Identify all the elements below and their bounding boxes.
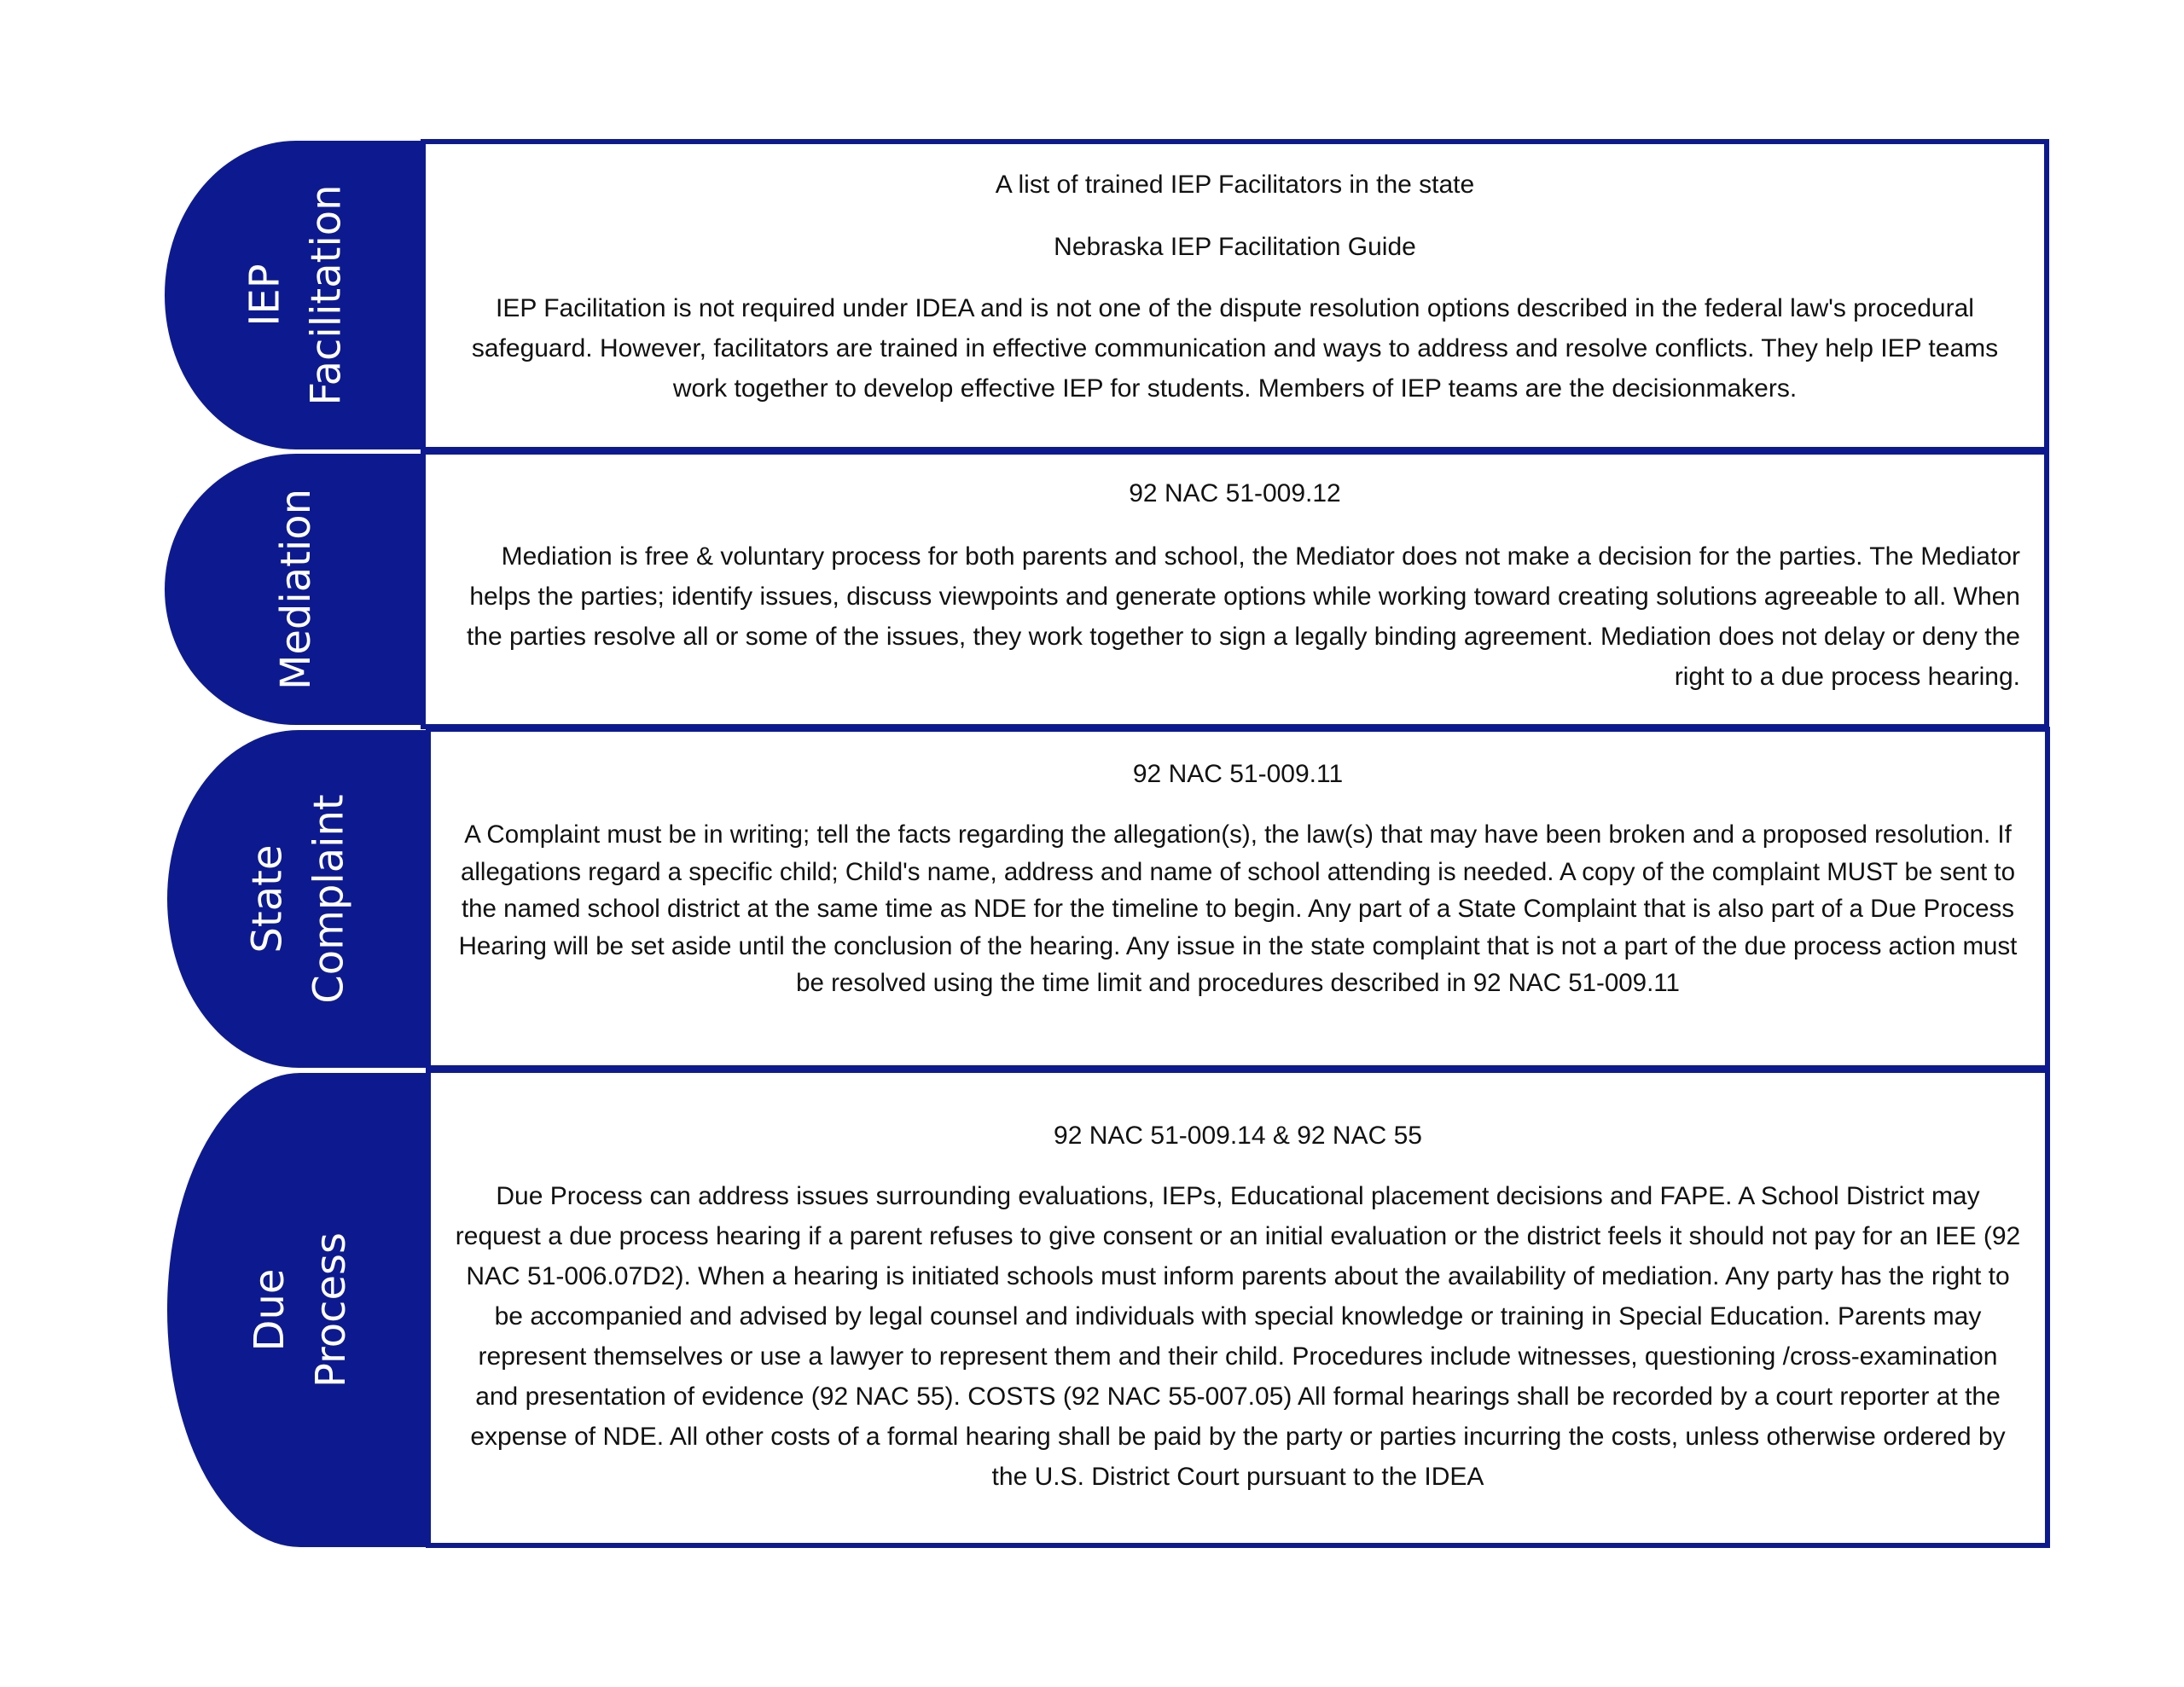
- tab-label-line: Mediation: [271, 488, 320, 691]
- tab-label-line: IEP: [241, 264, 289, 327]
- tab-label: [265, 489, 327, 690]
- section-reference: 92 NAC 51-009.12: [1129, 479, 1341, 507]
- tab-label: [235, 184, 357, 405]
- tab-mediation: [165, 454, 427, 725]
- tab-label-line: Due: [246, 1268, 293, 1352]
- section-reference: Nebraska IEP Facilitation Guide: [1054, 233, 1416, 261]
- section-reference: A list of trained IEP Facilitators in the state: [995, 171, 1475, 199]
- tab-state-complaint: [167, 730, 430, 1068]
- tab-due-process: [167, 1073, 433, 1547]
- section-body: A Complaint must be in writing; tell the facts regarding the allegation(s), the law(s) that may have been broken and a proposed resolution. If allegations regard a specific child; Child's name, address and name of school attending is needed. A copy of the complaint MUST be sent to the named school district at the same time as NDE for the timeline to begin. Any part of a State Complaint that is also part of a Due Process Hearing will be set aside until the conclusion of the hearing. Any issue in the state complaint that is not a part of the due process action must be resolved using the time limit and procedures described in 92 NAC 51-009.11: [458, 820, 2018, 997]
- section-reference: 92 NAC 51-009.14 & 92 NAC 55: [1054, 1122, 1422, 1150]
- section-body: IEP Facilitation is not required under IDEA and is not one of the dispute resolution options described in the federal law's procedural safeguard. However, facilitators are trained in effective communication and ways to address and resolve conflicts. They help IEP teams work together to develop effective IEP for students. Members of IEP teams are the decisionmakers.: [471, 294, 1999, 403]
- tab-label-line: Complaint: [305, 794, 353, 1004]
- section-reference: 92 NAC 51-009.11: [1132, 760, 1344, 788]
- section-box-iep-facilitation: [421, 139, 2049, 452]
- tab-label-line: State: [244, 844, 292, 954]
- tab-label: [237, 794, 360, 1003]
- tab-label-line: Process: [307, 1232, 355, 1388]
- tab-iep-facilitation: [165, 141, 427, 449]
- tab-label-line: Facilitation: [302, 184, 351, 406]
- section-box-due-process: [426, 1068, 2050, 1548]
- section-body: Due Process can address issues surrounding evaluations, IEPs, Educational placement decisions and FAPE. A School District may request a due process hearing if a parent refuses to give consent or an initial evaluation or the district feels it should not pay for an IEE (92 NAC 51-006.07D2). When a hearing is initiated schools must inform parents about the availability of mediation. Any party has the right to be accompanied and advised by legal counsel and individuals with special knowledge or training in Special Education. Parents may represent themselves or use a lawyer to represent them and their child. Procedures include witnesses, questioning /cross-examination and presentation of evidence (92 NAC 55). COSTS (92 NAC 55-007.05) All formal hearings shall be recorded by a court reporter at the expense of NDE. All other costs of a formal hearing shall be paid by the party or parties incurring the costs, unless otherwise ordered by the U.S. District Court pursuant to the IDEA: [455, 1182, 2021, 1491]
- section-box-mediation: [421, 449, 2049, 729]
- tab-label: [239, 1232, 362, 1388]
- section-body: Mediation is free & voluntary process for both parents and school, the Mediator does not make a decision for the parties. The Mediator helps the parties; identify issues, discuss viewpoints and generate options while working toward creating solutions agreeable to all. When the parties resolve all or some of the issues, they work together to sign a legally binding agreement. Mediation does not delay or deny the right to a due process hearing.: [466, 542, 2020, 691]
- section-box-state-complaint: [426, 727, 2050, 1070]
